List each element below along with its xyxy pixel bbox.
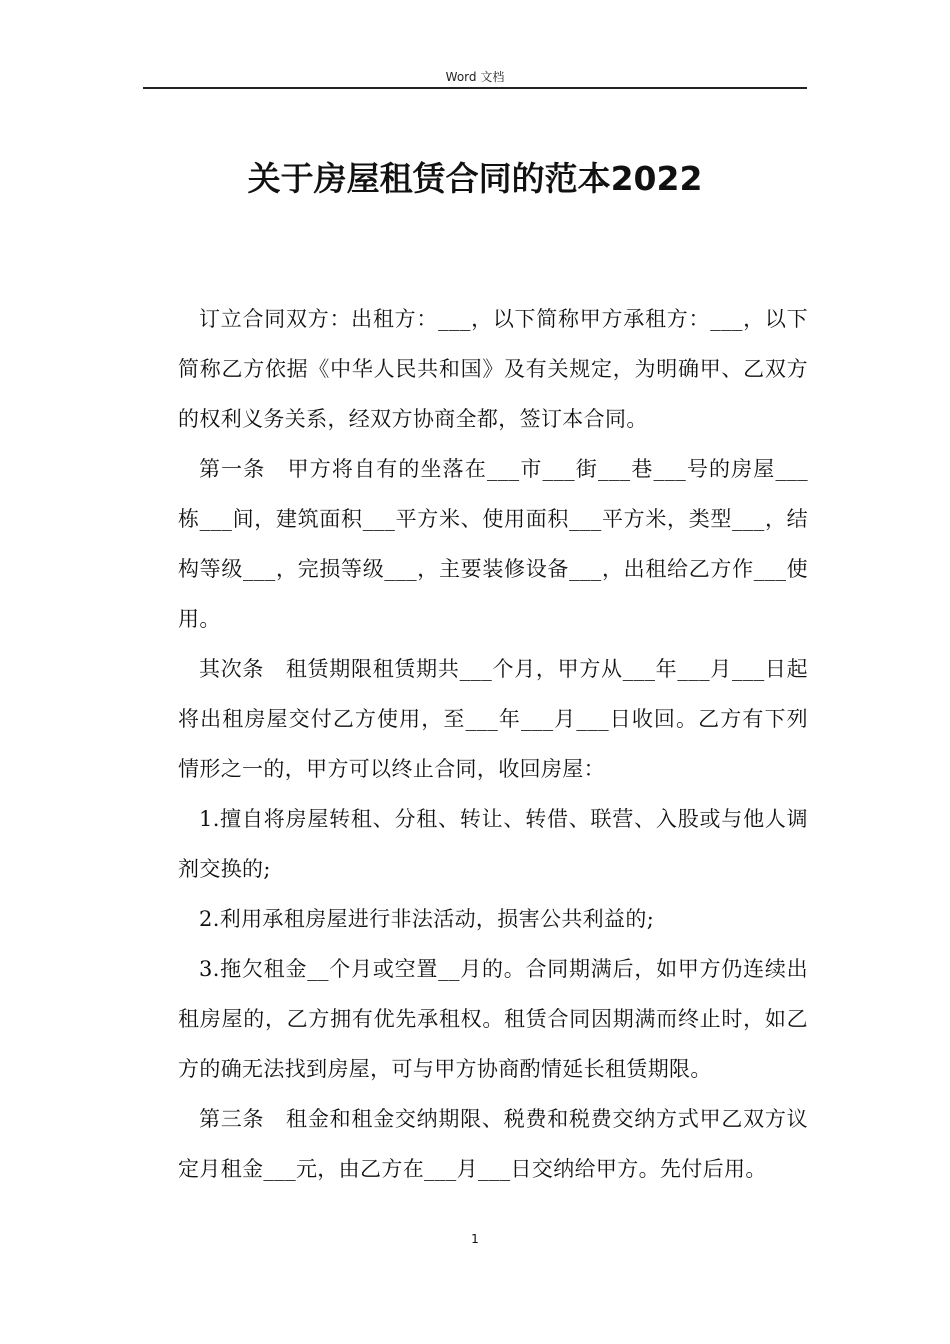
paragraph-clause-2: 2.利用承租房屋进行非法活动，损害公共利益的; — [199, 907, 655, 931]
header-divider — [143, 87, 807, 89]
document-title: 关于房屋租赁合同的范本2022 — [247, 159, 703, 198]
paragraph-parties: 订立合同双方：出租方：___，以下简称甲方承租方：___，以下简称乙方依据《中华人民共和国》及有关规定，为明确甲、乙双方的权利义务关系，经双方协商全都，签订本合同。 — [178, 307, 808, 431]
document-body — [178, 294, 808, 1194]
paragraph-article-3: 第三条 租金和租金交纳期限、税费和税费交纳方式甲乙双方议定月租金___元，由乙方在___月___日交纳给甲方。先付后用。 — [178, 1107, 808, 1181]
page-number: 1 — [471, 1232, 479, 1246]
paragraph-article-2: 其次条 租赁期限租赁期共___个月，甲方从___年___月___日起将出租房屋交付乙方使用，至___年___月___日收回。乙方有下列情形之一的，甲方可以终止合同，收回房屋： — [178, 657, 808, 781]
paragraph-article-1: 第一条 甲方将自有的坐落在___市___街___巷___号的房屋___栋___间，建筑面积___平方米、使用面积___平方米，类型___，结构等级___，完损等级___，主要装修设备___，出租给乙方作___使用。 — [178, 457, 808, 631]
paragraph-clause-1: 1.擅自将房屋转租、分租、转让、转借、联营、入股或与他人调剂交换的; — [178, 807, 808, 881]
paragraph-clause-3: 3.拖欠租金__个月或空置__月的。合同期满后，如甲方仍连续出租房屋的，乙方拥有优先承租权。租赁合同因期满而终止时，如乙方的确无法找到房屋，可与甲方协商酌情延长租赁期限。 — [178, 957, 808, 1081]
page-header: Word 文档 — [445, 70, 505, 84]
